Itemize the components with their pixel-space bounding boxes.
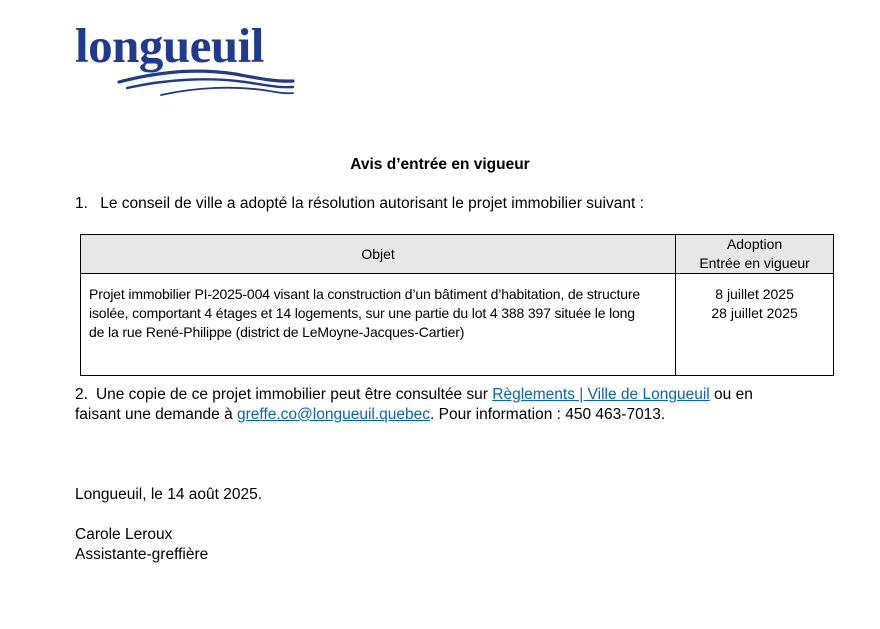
page-title: Avis d’entrée en vigueur: [350, 156, 530, 173]
objet-cell: [81, 274, 676, 376]
header-adoption: Adoption: [726, 236, 783, 252]
signatory-title: Assistante-greffière: [75, 546, 209, 563]
closing-place-date: Longueuil, le 14 août 2025.: [75, 486, 263, 503]
table-row: [81, 274, 834, 376]
paragraph-2-number: 2.: [75, 386, 88, 403]
objet-line: isolée, comportant 4 étages et 14 logements, sur une partie du lot 4 388 397 située le long: [89, 305, 635, 321]
paragraph-2-line-2-start: faisant une demande à: [75, 406, 238, 423]
resolution-table: [80, 234, 834, 376]
paragraph-1-number: 1.: [75, 195, 88, 212]
logo-waves-icon: [117, 68, 295, 100]
dates-cell: [676, 274, 834, 376]
adoption-date: 8 juillet 2025: [715, 286, 794, 302]
header-dates: [676, 235, 834, 274]
paragraph-2-line-2: [75, 405, 753, 425]
paragraph-1-text: Le conseil de ville a adopté la résolution autorisant le projet immobilier suivant :: [100, 195, 644, 212]
email-link[interactable]: greffe.co@longueuil.quebec: [237, 406, 430, 423]
objet-line: Projet immobilier PI-2025-004 visant la construction d’un bâtiment d’habitation, de structure: [89, 286, 641, 302]
paragraph-2: [75, 385, 753, 425]
signatory-name: Carole Leroux: [75, 526, 173, 543]
paragraph-2-text-after-link: ou en: [709, 386, 753, 403]
objet-line: de la rue René-Philippe (district de LeMoyne-Jacques-Cartier): [89, 324, 465, 340]
reglements-link[interactable]: Règlements | Ville de Longueuil: [492, 386, 710, 403]
paragraph-2-text-before-link: Une copie de ce projet immobilier peut être consultée sur: [95, 386, 493, 403]
table-header-row: [81, 235, 834, 274]
paragraph-2-line-1: [75, 385, 753, 405]
header-entree-en-vigueur: Entrée en vigueur: [699, 255, 810, 271]
logo-wordmark: longueuil: [75, 18, 264, 73]
header-objet: Objet: [81, 235, 676, 274]
paragraph-2-line-2-end: . Pour information : 450 463-7013.: [430, 406, 666, 423]
entree-en-vigueur-date: 28 juillet 2025: [711, 305, 798, 321]
longueuil-logo: [75, 18, 295, 100]
paragraph-1: [75, 194, 644, 214]
